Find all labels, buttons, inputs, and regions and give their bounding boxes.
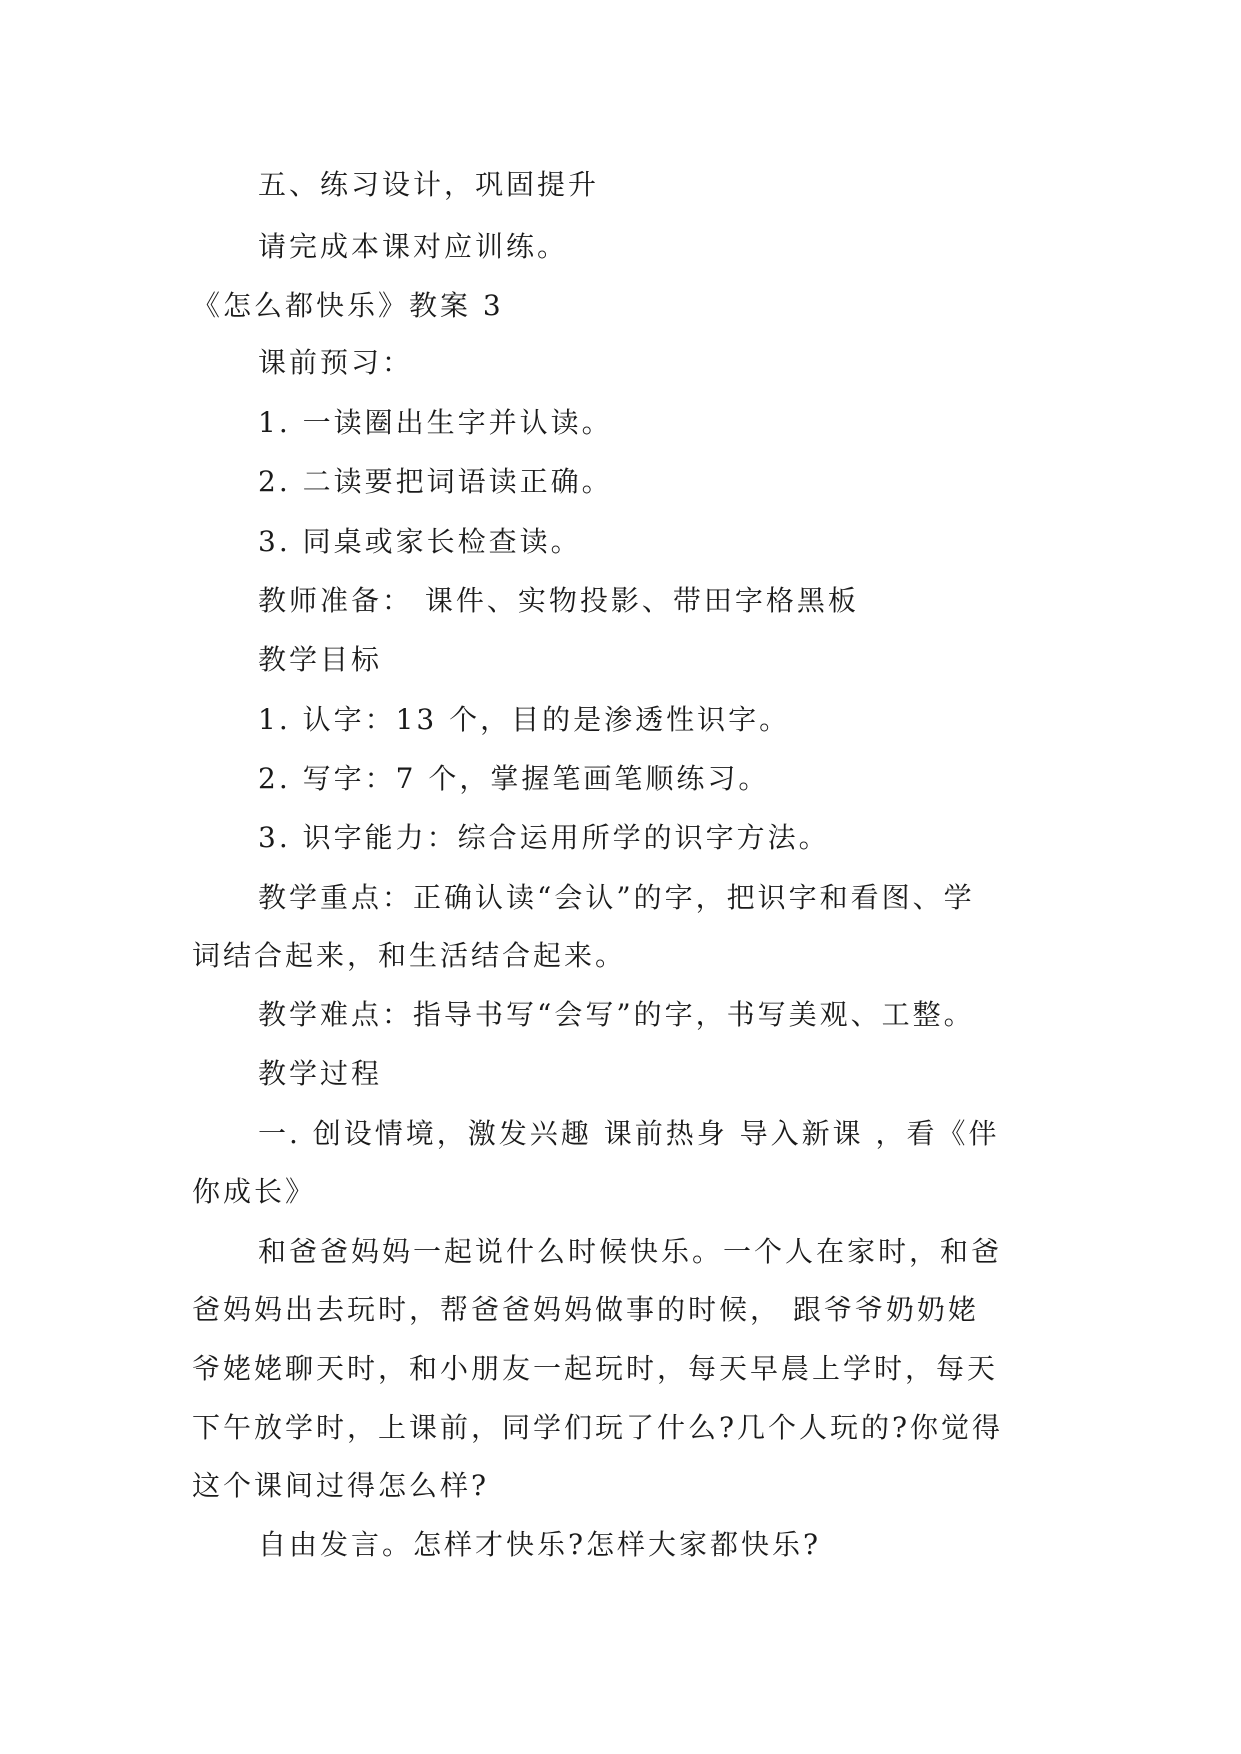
paragraph: 一. 创设情境，激发兴趣 课前热身 导入新课 ，看《伴 <box>258 1117 1000 1150</box>
paragraph-continuation: 爸妈妈出去玩时，帮爸爸妈妈做事的时候， 跟爷爷奶奶姥 <box>192 1293 979 1326</box>
subheading: 课前预习： <box>258 346 414 379</box>
paragraph-continuation: 你成长》 <box>192 1175 317 1208</box>
paragraph: 自由发言。怎样才快乐?怎样大家都快乐? <box>258 1528 822 1561</box>
paragraph: 和爸爸妈妈一起说什么时候快乐。一个人在家时，和爸 <box>258 1235 1003 1268</box>
paragraph-continuation: 这个课间过得怎么样? <box>192 1469 490 1502</box>
subheading: 教学过程 <box>258 1057 383 1090</box>
list-item: 3. 识字能力：综合运用所学的识字方法。 <box>258 821 830 854</box>
paragraph: 教师准备： 课件、实物投影、带田字格黑板 <box>258 584 859 617</box>
list-item: 1. 一读圈出生字并认读。 <box>258 406 613 439</box>
paragraph-continuation: 词结合起来，和生活结合起来。 <box>192 939 627 972</box>
section-heading: 五、练习设计，巩固提升 <box>258 168 600 201</box>
paragraph: 请完成本课对应训练。 <box>258 230 569 263</box>
list-item: 3. 同桌或家长检查读。 <box>258 525 582 558</box>
list-item: 2. 二读要把词语读正确。 <box>258 465 613 498</box>
paragraph: 教学重点：正确认读“会认”的字，把识字和看图、学 <box>258 881 975 914</box>
paragraph-continuation: 下午放学时，上课前，同学们玩了什么?几个人玩的?你觉得 <box>192 1411 1004 1444</box>
paragraph: 教学难点：指导书写“会写”的字，书写美观、工整。 <box>258 998 975 1031</box>
list-item: 1. 认字：13 个，目的是渗透性识字。 <box>258 703 791 736</box>
list-item: 2. 写字：7 个，掌握笔画笔顺练习。 <box>258 762 770 795</box>
subheading: 教学目标 <box>258 643 383 676</box>
document-title: 《怎么都快乐》教案 3 <box>192 289 504 322</box>
paragraph-continuation: 爷姥姥聊天时，和小朋友一起玩时，每天早晨上学时，每天 <box>192 1352 999 1385</box>
